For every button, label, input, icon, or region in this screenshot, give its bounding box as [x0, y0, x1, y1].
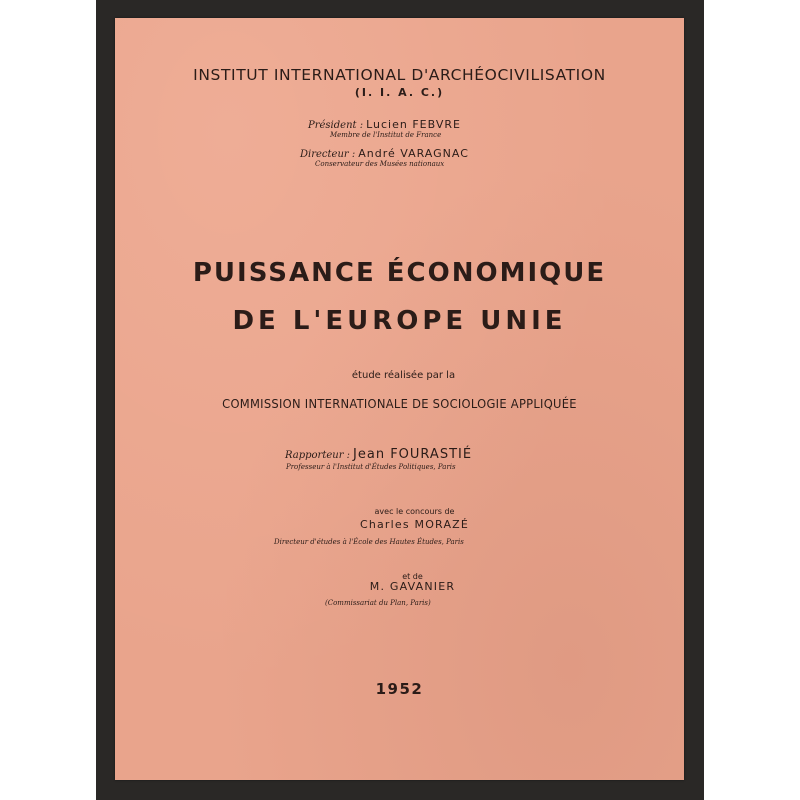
title-line-1: PUISSANCE ÉCONOMIQUE — [192, 258, 607, 288]
director-note: Conservateur des Musées nationaux — [315, 160, 445, 168]
publication-year: 1952 — [375, 680, 424, 698]
rapporteur-label: Rapporteur : — [285, 450, 351, 461]
institute-acronym: (I. I. A. C.) — [354, 86, 445, 99]
president-note: Membre de l'Institut de France — [330, 131, 442, 139]
title-line-2: DE L'EUROPE UNIE — [232, 306, 567, 336]
rapporteur-line — [285, 443, 472, 462]
contributor-2-name: M. GAVANIER — [369, 580, 456, 593]
president-name: Lucien FEBVRE — [366, 118, 461, 131]
director-line — [300, 142, 469, 161]
president-label: Président : — [308, 120, 364, 131]
study-intro: étude réalisée par la — [351, 370, 456, 381]
commission-name: COMMISSION INTERNATIONALE DE SOCIOLOGIE APPLIQUÉE — [222, 396, 577, 411]
contributors-intro: avec le concours de — [374, 507, 455, 516]
rapporteur-name: Jean FOURASTIÉ — [353, 447, 473, 462]
contributor-2-note: (Commissariat du Plan, Paris) — [325, 599, 431, 607]
contributor-1-name: Charles MORAZÉ — [359, 518, 470, 531]
contributors-joiner: et de — [402, 572, 423, 581]
director-name: André VARAGNAC — [358, 147, 469, 160]
contributor-1-note: Directeur d'études à l'École des Hautes Études, Paris — [274, 538, 464, 546]
institute-name: INSTITUT INTERNATIONAL D'ARCHÉOCIVILISATION — [193, 66, 606, 84]
president-line — [308, 113, 461, 132]
rapporteur-note: Professeur à l'Institut d'Études Politiques, Paris — [286, 463, 456, 471]
book-cover — [115, 18, 684, 780]
director-label: Directeur : — [300, 149, 356, 160]
